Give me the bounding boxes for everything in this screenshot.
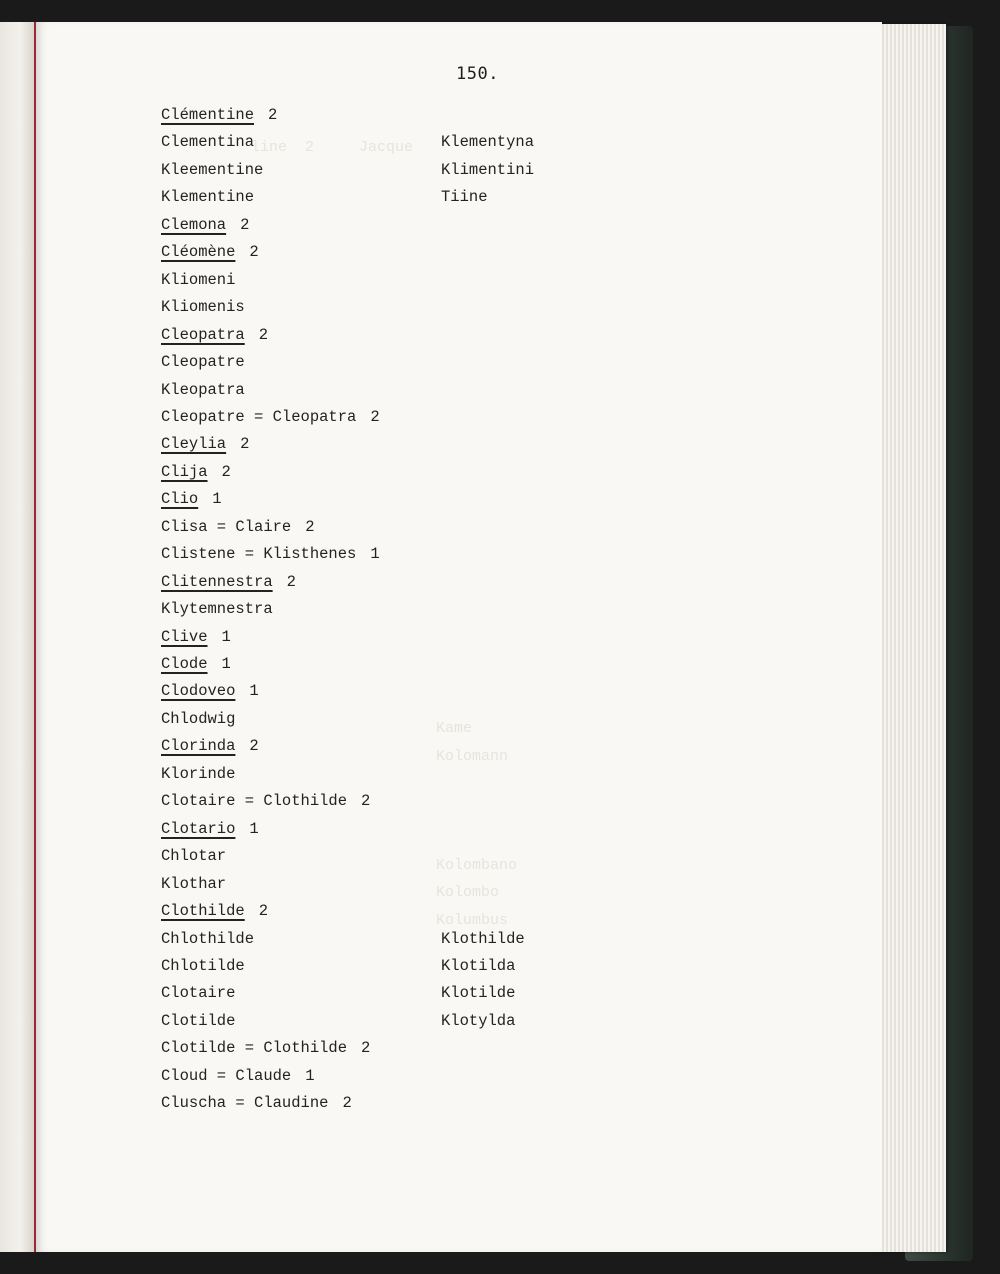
entry-name: Cloud = Claude — [161, 1066, 292, 1085]
entry-count: 2 — [361, 1039, 371, 1058]
entry-name: Cleylia — [161, 435, 227, 454]
name-entry — [161, 875, 226, 893]
entry-name: Clorinda — [161, 737, 236, 756]
entry-name: Chlotilde — [161, 956, 245, 975]
entry-name: Kliomenis — [161, 298, 245, 317]
name-entry — [161, 161, 263, 179]
variant-entry: Klotylda — [441, 1011, 516, 1030]
name-entry — [161, 435, 249, 453]
name-entry — [161, 463, 231, 481]
entry-name: Clija — [161, 462, 208, 481]
entry-count: 1 — [221, 627, 231, 646]
name-entry — [161, 600, 273, 618]
entry-count: 1 — [212, 490, 222, 509]
entry-name: Clothilde — [161, 902, 245, 921]
entry-name: Clementina — [161, 133, 255, 152]
name-entry — [161, 902, 268, 920]
entry-count: 2 — [240, 435, 250, 454]
entry-name: Clio — [161, 490, 199, 509]
name-entry — [161, 820, 259, 838]
name-entry — [161, 628, 231, 646]
entry-name: Cleopatra — [161, 325, 245, 344]
entry-name: Klementine — [161, 188, 255, 207]
variant-entry: Klothilde — [441, 929, 525, 948]
entry-count: 2 — [305, 517, 315, 536]
variant-entry: Klimentini — [441, 160, 535, 179]
name-entry — [161, 984, 235, 1002]
name-entry — [161, 1039, 370, 1057]
name-entry — [161, 930, 254, 948]
variant-entry: Tiine — [441, 188, 488, 207]
entry-name: Clotario — [161, 819, 236, 838]
entry-name: Klytemnestra — [161, 600, 273, 619]
entry-name: Clotilde — [161, 1011, 236, 1030]
entry-name: Cleopatre = Cleopatra — [161, 407, 357, 426]
entry-name: Kliomeni — [161, 270, 236, 289]
name-entry — [161, 381, 245, 399]
entry-count: 2 — [258, 325, 269, 344]
entry-name: Clisa = Claire — [161, 517, 292, 536]
entry-name: Clotaire — [161, 984, 236, 1003]
document-page — [36, 22, 882, 1252]
entry-count: 2 — [249, 737, 259, 756]
name-entry — [161, 271, 235, 289]
variant-entry: Klotilde — [441, 984, 516, 1003]
name-entry — [161, 682, 259, 700]
show-through-text: Kolomann — [436, 748, 509, 765]
entry-name: Clive — [161, 627, 208, 646]
entry-count: 2 — [221, 462, 231, 481]
name-entry — [161, 188, 254, 206]
entry-name: Clitennestra — [161, 572, 273, 591]
page-number: 150. — [456, 64, 499, 84]
entry-count: 2 — [342, 1094, 352, 1113]
name-entry — [161, 1094, 352, 1112]
name-entry — [161, 573, 296, 591]
entry-name: Klothar — [161, 874, 227, 893]
name-entry — [161, 326, 268, 344]
name-entry — [161, 545, 380, 563]
entry-count: 2 — [370, 407, 380, 426]
name-entry — [161, 655, 231, 673]
show-through-text: line 2 Jacque — [251, 139, 414, 156]
entry-name: Cluscha = Claudine — [161, 1094, 329, 1113]
entry-count: 2 — [240, 215, 250, 234]
name-entry — [161, 1012, 235, 1030]
variant-entry: Klementyna — [441, 133, 535, 152]
entry-name: Clémentine — [161, 106, 255, 124]
name-entry — [161, 106, 277, 124]
entry-name: Clotilde = Clothilde — [161, 1039, 348, 1058]
name-entry — [161, 133, 254, 151]
name-entry — [161, 243, 259, 261]
name-entry — [161, 710, 235, 728]
entry-count: 1 — [221, 655, 231, 673]
page-stack-edges — [876, 24, 946, 1252]
entry-count: 1 — [370, 545, 380, 564]
show-through-text: Kolombano — [436, 857, 518, 874]
entry-name: Kleementine — [161, 160, 264, 179]
name-entry — [161, 1067, 315, 1085]
entry-name: Chlodwig — [161, 709, 236, 728]
entry-name: Cleopatre — [161, 353, 245, 372]
entry-name: Clotaire = Clothilde — [161, 792, 348, 811]
name-entry — [161, 298, 245, 316]
show-through-text: Kolumbus — [436, 912, 509, 929]
name-entry — [161, 957, 245, 975]
show-through-text: Kame — [436, 720, 473, 737]
entry-name: Chlotar — [161, 847, 227, 866]
entry-count: 2 — [268, 106, 278, 124]
entry-name: Chlothilde — [161, 929, 255, 948]
name-entry — [161, 408, 380, 426]
name-entry — [161, 792, 370, 810]
name-entry — [161, 737, 259, 755]
entry-name: Klorinde — [161, 764, 236, 783]
name-entry — [161, 847, 226, 865]
name-entry — [161, 353, 245, 371]
entry-count: 2 — [258, 902, 269, 921]
entry-count: 2 — [249, 243, 259, 262]
show-through-text: Kolombo — [436, 884, 500, 901]
entry-name: Kleopatra — [161, 380, 245, 399]
entry-count: 2 — [361, 792, 371, 811]
left-page-edge — [0, 22, 36, 1252]
name-entry — [161, 765, 235, 783]
entry-name: Clemona — [161, 215, 227, 234]
entry-name: Clode — [161, 655, 208, 673]
name-entry — [161, 518, 315, 536]
entry-name: Cléomène — [161, 243, 236, 262]
name-entry — [161, 216, 249, 234]
entry-count: 2 — [286, 572, 296, 591]
variant-entry: Klotilda — [441, 956, 516, 975]
entry-count: 1 — [249, 819, 259, 838]
entry-count: 1 — [305, 1066, 315, 1085]
entry-name: Clistene = Klisthenes — [161, 545, 357, 564]
entry-count: 1 — [249, 682, 259, 701]
name-entry — [161, 490, 222, 508]
entry-name: Clodoveo — [161, 682, 236, 701]
